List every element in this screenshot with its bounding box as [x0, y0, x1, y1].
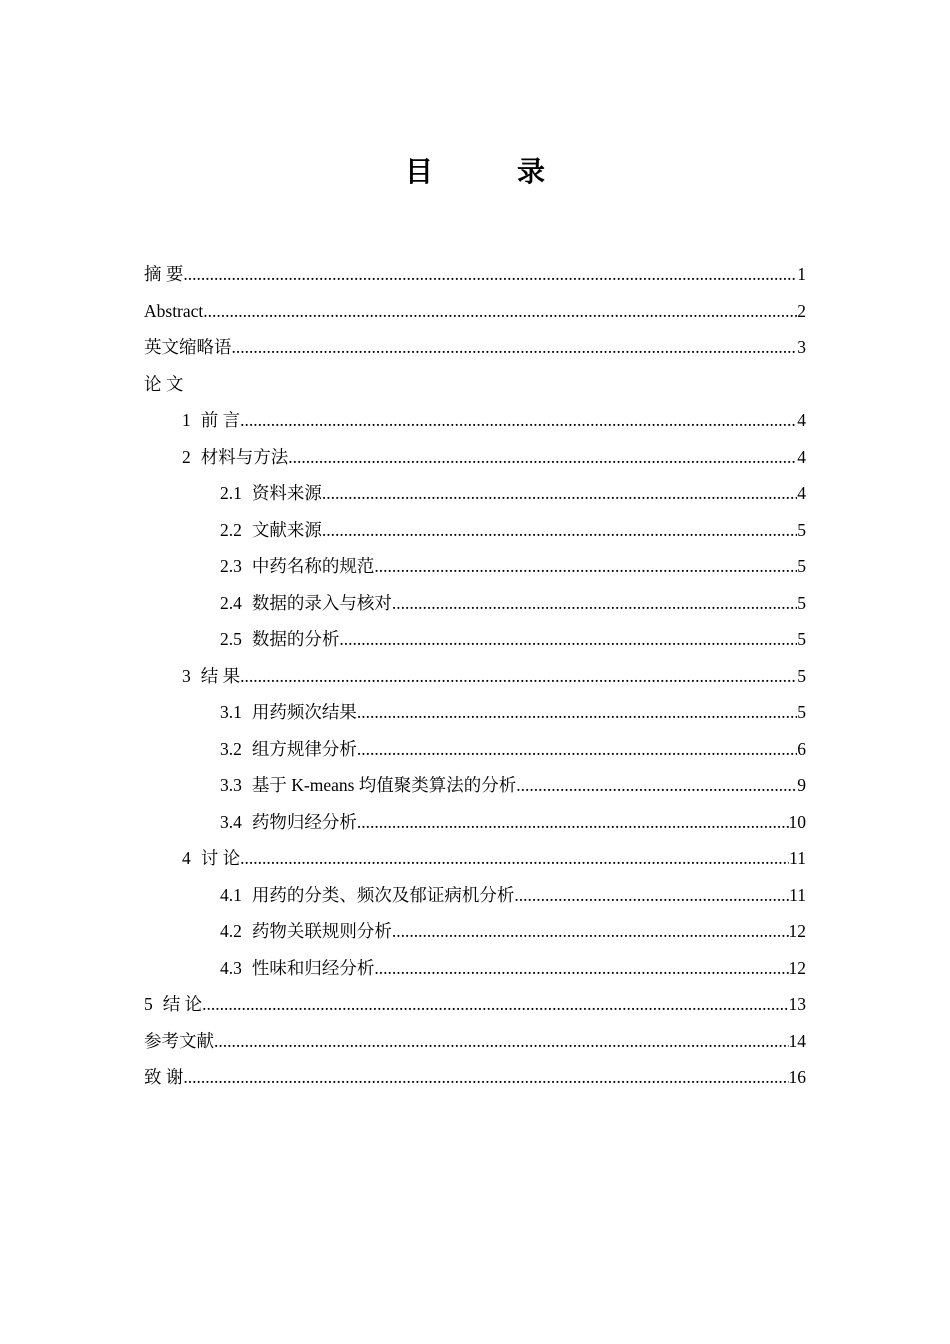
toc-entry-label: 用药的分类、频次及郁证病机分析 [251, 884, 515, 905]
toc-leader-dots [214, 1023, 789, 1060]
toc-entry[interactable] [144, 731, 806, 768]
toc-entry-page-number: 12 [788, 921, 806, 941]
toc-entry-number: 4 [182, 848, 191, 868]
toc-leader-dots [374, 950, 788, 987]
toc-entry-page-number: 14 [788, 1030, 806, 1051]
toc-entry-number: 3 [182, 665, 191, 686]
toc-entry-page-number: 5 [797, 519, 806, 540]
toc-leader-dots [240, 658, 797, 695]
toc-leader-dots [374, 548, 797, 585]
toc-entry-page-number: 3 [797, 337, 806, 357]
toc-entry-page-number: 5 [797, 592, 806, 613]
toc-entry[interactable] [144, 694, 806, 731]
toc-entry[interactable] [144, 256, 806, 293]
toc-entry[interactable] [144, 840, 806, 877]
toc-entry[interactable] [144, 767, 806, 804]
toc-entry-page-number: 13 [788, 994, 806, 1014]
toc-leader-dots [232, 329, 798, 366]
toc-entry-page-number: 5 [797, 665, 806, 686]
toc-leader-dots [357, 694, 797, 731]
toc-entry[interactable] [144, 548, 806, 585]
toc-leader-dots [392, 913, 789, 950]
toc-entry-page-number: 9 [797, 775, 806, 795]
toc-entry-page-number: 5 [797, 556, 806, 576]
toc-entry[interactable] [144, 950, 806, 987]
toc-leader-dots [516, 767, 797, 804]
toc-leader-dots [202, 986, 788, 1023]
toc-entry-label: 结 果 [200, 665, 241, 686]
toc-entry-label: 材料与方法 [200, 446, 289, 467]
toc-entry-label: 文献来源 [251, 519, 322, 540]
toc-entry[interactable] [144, 1059, 806, 1096]
toc-leader-dots [240, 402, 797, 439]
toc-entry[interactable] [144, 913, 806, 950]
toc-entry-number: 4.2 [220, 921, 242, 941]
toc-entry[interactable] [144, 402, 806, 439]
toc-entry-label: 资料来源 [251, 483, 322, 503]
toc-entry-label: 用药频次结果 [251, 702, 357, 722]
toc-entry-label: 结 论 [162, 994, 203, 1014]
toc-entry-label: 性味和归经分析 [251, 957, 375, 978]
toc-leader-dots [392, 585, 797, 622]
toc-leader-dots [339, 621, 797, 658]
toc-entry-number: 4.3 [220, 957, 242, 978]
toc-entry-number: 2.4 [220, 592, 242, 613]
toc-entry[interactable] [144, 621, 806, 658]
toc-entry-number: 3.4 [220, 811, 242, 832]
toc-entry-label: 论 文 [144, 373, 184, 394]
toc-entry-label: 致 谢 [144, 1067, 184, 1087]
toc-entry-label: 数据的分析 [251, 629, 340, 649]
toc-entry-label: 英文缩略语 [144, 337, 232, 357]
toc-leader-dots [183, 1059, 788, 1096]
toc-leader-dots [357, 804, 789, 841]
toc-entry-page-number: 4 [797, 483, 806, 503]
toc-entry-number: 3.1 [220, 702, 242, 722]
toc-leader-dots [183, 256, 797, 293]
toc-entry-label: Abstract [144, 300, 204, 321]
toc-entry-number: 3.3 [220, 775, 242, 795]
toc-entry[interactable] [144, 293, 806, 330]
toc-entry-number: 1 [182, 410, 191, 430]
toc-entry-number: 4.1 [220, 884, 242, 905]
toc-entry[interactable] [144, 512, 806, 549]
toc-entry-page-number: 11 [789, 848, 806, 868]
toc-entry-label: 基于 K-means 均值聚类算法的分析 [251, 775, 517, 795]
toc-entry[interactable] [144, 585, 806, 622]
toc-entry-page-number: 6 [797, 738, 806, 759]
toc-leader-dots [322, 512, 797, 549]
toc-entry-label: 药物关联规则分析 [251, 921, 392, 941]
toc-entry-label: 药物归经分析 [251, 811, 357, 832]
toc-leader-dots [288, 439, 797, 476]
toc-leader-dots [240, 840, 789, 877]
table-of-contents [144, 256, 806, 1096]
toc-entry-page-number: 5 [797, 702, 806, 722]
toc-entry-page-number: 4 [797, 410, 806, 430]
toc-entry-page-number: 10 [788, 811, 806, 832]
toc-entry[interactable] [144, 439, 806, 476]
toc-entry-page-number: 11 [789, 884, 806, 905]
toc-entry-page-number: 2 [797, 300, 806, 321]
toc-entry[interactable] [144, 658, 806, 695]
toc-title: 目 录 [404, 155, 573, 188]
toc-leader-dots [514, 877, 789, 914]
toc-entry-page-number: 5 [797, 629, 806, 649]
toc-entry-label: 前 言 [200, 410, 241, 430]
toc-entry-page-number: 1 [797, 264, 806, 284]
toc-entry-number: 5 [144, 994, 153, 1014]
toc-entry[interactable] [144, 329, 806, 366]
toc-entry[interactable] [144, 804, 806, 841]
toc-entry-page-number: 16 [788, 1067, 806, 1087]
toc-entry-label: 组方规律分析 [251, 738, 357, 759]
toc-entry[interactable] [144, 1023, 806, 1060]
toc-entry-label: 数据的录入与核对 [251, 592, 392, 613]
toc-leader-dots [322, 475, 797, 512]
toc-entry-number: 2.2 [220, 519, 242, 540]
toc-entry-label: 参考文献 [144, 1030, 214, 1051]
toc-entry[interactable] [144, 986, 806, 1023]
toc-entry-label: 中药名称的规范 [251, 556, 375, 576]
toc-entry-number: 2.5 [220, 629, 242, 649]
toc-entry-number: 3.2 [220, 738, 242, 759]
toc-entry[interactable] [144, 877, 806, 914]
toc-entry-number: 2.1 [220, 483, 242, 503]
toc-leader-dots [203, 293, 797, 330]
toc-entry[interactable] [144, 475, 806, 512]
toc-entry[interactable] [144, 366, 806, 403]
toc-entry-label: 摘 要 [144, 264, 184, 284]
toc-entry-number: 2.3 [220, 556, 242, 576]
toc-leader-dots [357, 731, 797, 768]
toc-entry-page-number: 4 [797, 446, 806, 467]
toc-entry-label: 讨 论 [200, 848, 241, 868]
toc-entry-page-number: 12 [788, 957, 806, 978]
toc-entry-number: 2 [182, 446, 191, 467]
